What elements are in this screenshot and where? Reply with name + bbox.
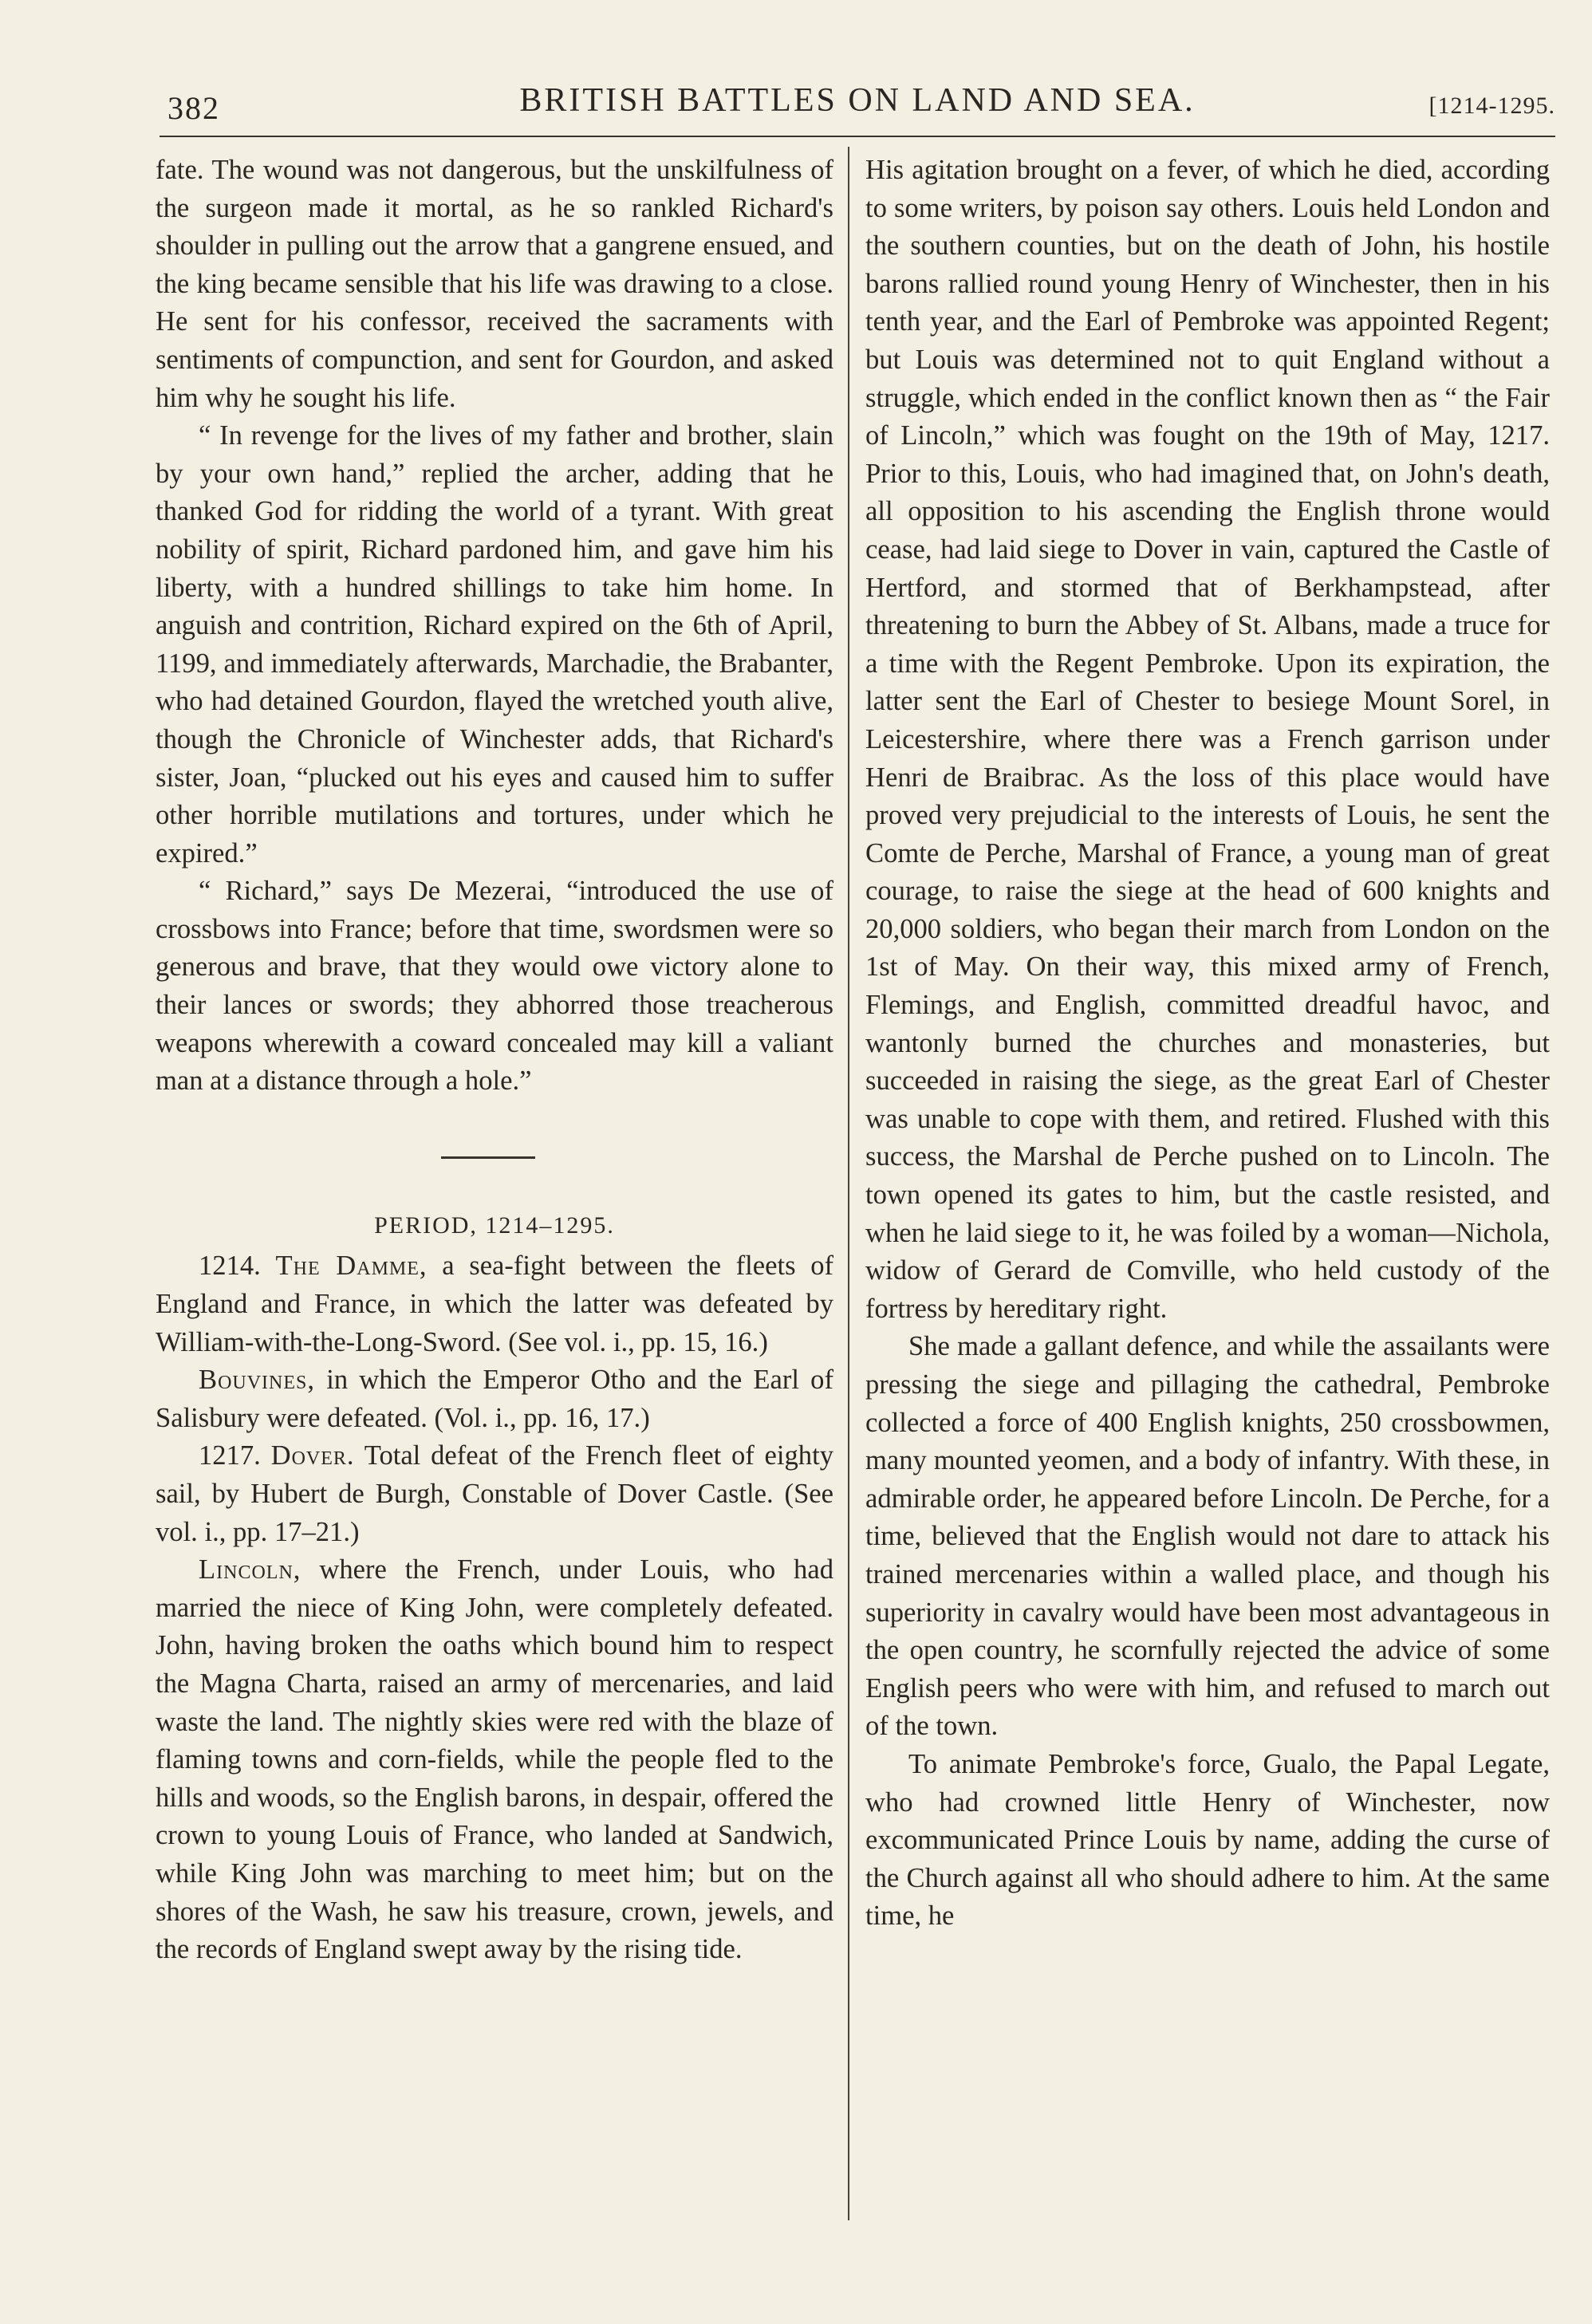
column-divider [848, 147, 849, 2220]
running-title: BRITISH BATTLES ON LAND AND SEA. [519, 82, 1196, 119]
entry-text: Total defeat of the French fleet of eighty sail, by Hubert de Burgh, Constable of Dover Castle. (See vol. i., pp. 17–21.) [156, 1440, 833, 1547]
page-number: 382 [167, 90, 220, 126]
left-column [156, 152, 833, 1969]
date-range: [1214-1295. [1428, 93, 1555, 119]
section-separator [441, 1156, 535, 1159]
battle-entry-bouvines [156, 1361, 833, 1437]
paragraph: “ Richard,” says De Mezerai, “introduced the use of crossbows into France; before that time, swordsmen were so generous and brave, that they would owe victory alone to their lances or swords; they abhorred those treacherous weapons wherewith a coward concealed may kill a valiant man at a distance through a hole.” [156, 876, 833, 1097]
entry-year: 1214. [199, 1251, 261, 1282]
battle-entry-lincoln [156, 1551, 833, 1969]
entry-name: Dover. [270, 1440, 355, 1471]
page-header [160, 78, 1555, 134]
entry-text: in which the Emperor Otho and the Earl of Salisbury were defeated. (Vol. i., pp. 16, 17.) [156, 1365, 833, 1433]
header-rule [160, 136, 1555, 137]
paragraph: She made a gallant defence, and while the assailants were pressing the siege and pillaging the cathedral, Pembroke collected a force of 400 English knights, 250 crossbowmen, many mounted yeomen, and a body of infantry. With these, in admirable order, he appeared before Lincoln. De Perche, for a time, believed that the English would not dare to attack his trained mercenaries within a walled place, and though his superiority in cavalry would have been most advantageous in the open country, he scornfully rejected the advice of some English peers who were with him, and refused to march out of the town. [865, 1331, 1550, 1742]
entry-name: Lincoln, [199, 1554, 301, 1585]
paragraph: His agitation brought on a fever, of which he died, according to some writers, by poison say others. Louis held London and the southern counties, but on the death of John, his hostile barons rallied round young Henry of Winchester, then in his tenth year, and the Earl of Pembroke was appointed Regent; but Louis was determined not to quit England without a struggle, which ended in the conflict known then as “ the Fair of Lincoln,” which was fought on the 19th of May, 1217. Prior to this, Louis, who had imagined that, on John's death, all opposition to his ascending the English throne would cease, had laid siege to Dover in vain, captured the Castle of Hertford, and stormed that of Berkhampstead, after threatening to burn the Abbey of St. Albans, made a truce for a time with the Regent Pembroke. Upon its expiration, the latter sent the Earl of Chester to besiege Mount Sorel, in Leicestershire, where there was a French garrison under Henri de Braibrac. As the loss of this place would have proved very prejudicial to the interests of Louis, he sent the Comte de Perche, Marshal of France, a young man of great courage, to raise the siege at the head of 600 knights and 20,000 soldiers, who began their march from London on the 1st of May. On their way, this mixed army of French, Flemings, and English, committed dreadful havoc, and wantonly burned the churches and monasteries, but succeeded in raising the siege, as the great Earl of Chester was unable to cope with them, and retired. Flushed with this success, the Marshal de Perche pushed on to Lincoln. The town opened its gates to him, but the castle resisted, and when he laid siege to it, he was foiled by a woman—Nichola, widow of Gerard de Comville, who held custody of the fortress by hereditary right. [865, 155, 1550, 1324]
right-column [865, 152, 1550, 1936]
entry-name: Bouvines, [199, 1365, 316, 1396]
battle-entry-dover [156, 1437, 833, 1551]
entry-name: The Damme, [275, 1251, 428, 1282]
entry-text: where the French, under Louis, who had married the niece of King John, were completely defeated. John, having broken the oaths which bound him to respect the Magna Charta, raised an army of mercenaries, and laid waste the land. The nightly skies were red with the blaze of flaming towns and corn-fields, while the people fled to the hills and woods, so the English barons, in despair, offered the crown to young Louis of France, who landed at Sandwich, while King John was marching to meet him; but on the shores of the Wash, he saw his treasure, crown, jewels, and the records of England swept away by the rising tide. [156, 1554, 833, 1965]
entry-year: 1217. [199, 1440, 261, 1471]
paragraph: “ In revenge for the lives of my father and brother, slain by your own hand,” replied the archer, adding that he thanked God for ridding the world of a tyrant. With great nobility of spirit, Richard pardoned him, and gave him his liberty, with a hundred shillings to take him home. In anguish and contrition, Richard expired on the 6th of April, 1199, and immediately afterwards, Marchadie, the Brabanter, who had detained Gourdon, flayed the wretched youth alive, though the Chronicle of Winchester adds, that Richard's sister, Joan, “plucked out his eyes and caused him to suffer other horrible mutilations and tortures, under which he expired.” [156, 420, 833, 869]
paragraph: fate. The wound was not dangerous, but the unskilfulness of the surgeon made it mortal, as he so rankled Richard's shoulder in pulling out the arrow that a gangrene ensued, and the king became sensible that his life was drawing to a close. He sent for his confessor, received the sacraments with sentiments of compunction, and sent for Gourdon, and asked him why he sought his life. [156, 155, 833, 413]
battle-entry-damme [156, 1247, 833, 1361]
entry-text: a sea-fight between the fleets of England and France, in which the latter was defeated by William-with-the-Long-Sword. (See vol. i., pp. 15, 16.) [156, 1251, 834, 1357]
period-heading: PERIOD, 1214–1295. [374, 1211, 615, 1239]
paragraph: To animate Pembroke's force, Gualo, the Papal Legate, who had crowned little Henry of Winchester, now excommunicated Prince Louis by name, adding the curse of the Church against all who should adhere to him. At the same time, he [865, 1748, 1550, 1932]
